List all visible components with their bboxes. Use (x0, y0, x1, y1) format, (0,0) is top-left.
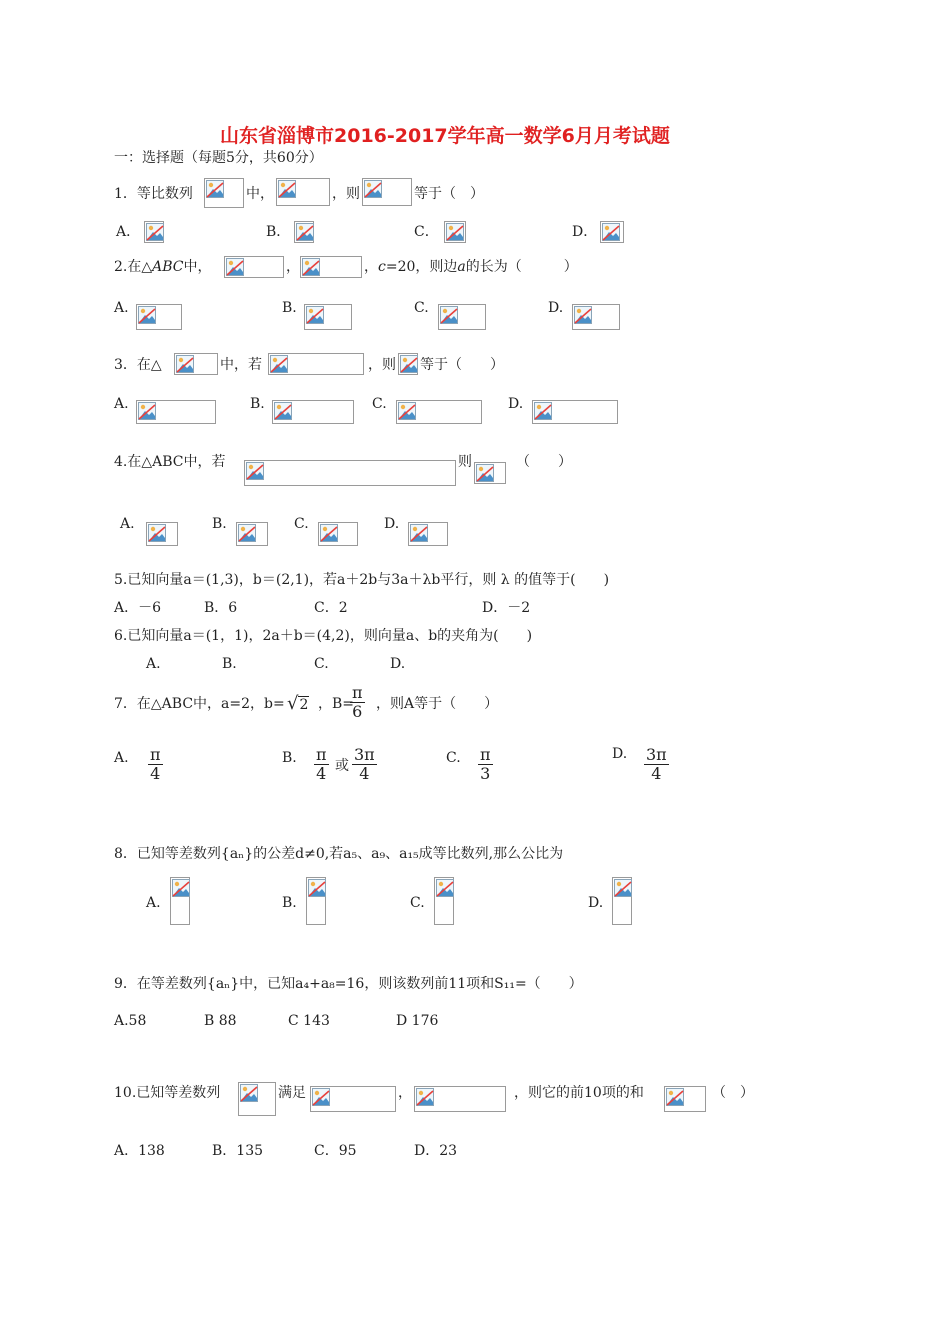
q3-text-c: ，则 (368, 357, 396, 373)
q10-text-d: ，则它的前10项的和 (514, 1085, 644, 1101)
broken-image-icon (226, 258, 244, 276)
q7-sqrt: √2 (287, 693, 309, 714)
q7-option-c: C. (446, 750, 461, 766)
q3-option-b-image (272, 400, 354, 424)
broken-image-icon (138, 306, 156, 324)
broken-image-icon (666, 1088, 684, 1106)
q1-text-d: 等于（ ） (414, 186, 484, 202)
q2-text-a: 2.在△ABC中， (114, 259, 212, 275)
q3-option-d: D. (508, 396, 524, 412)
q5-option-d: D．－2 (482, 600, 531, 616)
broken-image-icon (274, 402, 292, 420)
q2-option-d: D. (548, 300, 564, 316)
q1-option-b-image (294, 221, 314, 243)
q7-option-a: A. (114, 750, 129, 766)
q9-option-a: A.58 (114, 1013, 147, 1029)
q5-text: 5.已知向量a＝(1,3)，b＝(2,1)，若a＋2b与3a＋λb平行，则 λ 的值等于( ) (114, 572, 610, 588)
q6-option-d: D. (390, 656, 406, 672)
broken-image-icon (240, 1084, 258, 1102)
broken-image-icon (446, 223, 464, 241)
q3-formula-image-2 (268, 353, 364, 375)
q2-option-b: B. (282, 300, 297, 316)
q6-text: 6.已知向量a＝(1，1)，2a＋b＝(4,2)，则向量a、b的夹角为( ) (114, 628, 533, 644)
q7-option-d-fraction: $\frac{3\pi}{4}$ (646, 745, 667, 783)
q10-formula-image-2 (310, 1086, 396, 1112)
q7-option-d: D. (612, 746, 628, 762)
q2-text-d: ，c=20，则边a的长为（ ） (364, 259, 578, 275)
q5-option-c: C．2 (314, 600, 348, 616)
q4-option-d: D. (384, 516, 400, 532)
q7-fraction-b: $\frac{\pi}{6}$ (352, 683, 363, 721)
broken-image-icon (364, 180, 382, 198)
q1-option-a-image (144, 221, 164, 243)
broken-image-icon (306, 306, 324, 324)
q6-option-c: C. (314, 656, 329, 672)
q8-option-d: D. (588, 895, 604, 911)
q4-option-b-image (236, 522, 268, 546)
broken-image-icon (476, 464, 494, 482)
broken-image-icon (602, 223, 620, 241)
q7-option-b: B. (282, 750, 297, 766)
q2-option-c-image (438, 304, 486, 330)
q10-formula-image-1 (238, 1082, 276, 1116)
q8-option-c-image (434, 877, 454, 925)
q4-text-b: 则 (458, 454, 472, 470)
q3-option-c-image (396, 400, 482, 424)
q3-option-b: B. (250, 396, 265, 412)
q7-text-d: ，则A等于（ ） (376, 696, 499, 712)
broken-image-icon (534, 402, 552, 420)
broken-image-icon (398, 402, 416, 420)
page-title: 山东省淄博市2016-2017学年高一数学6月月考试题 (220, 125, 670, 147)
broken-image-icon (206, 180, 224, 198)
broken-image-icon (410, 524, 428, 542)
q7-text-a: 7．在△ABC中，a=2，b= (114, 696, 285, 712)
broken-image-icon (138, 402, 156, 420)
q10-text-c: ， (398, 1085, 412, 1101)
q1-text-b: 中， (246, 186, 274, 202)
q8-option-a: A. (146, 895, 161, 911)
q1-formula-image-2 (276, 178, 330, 206)
broken-image-icon (238, 524, 256, 542)
q4-option-b: B. (212, 516, 227, 532)
q1-text-c: ，则 (332, 186, 360, 202)
q9-text: 9．在等差数列{aₙ}中，已知a₄+a₈=16，则该数列前11项和S₁₁=（ ） (114, 976, 583, 992)
broken-image-icon (148, 524, 166, 542)
q3-formula-image-3 (398, 353, 418, 375)
broken-image-icon (302, 258, 320, 276)
q1-option-a: A． (116, 224, 141, 240)
q3-option-c: C. (372, 396, 387, 412)
q3-text-d: 等于（ ） (420, 357, 504, 373)
q4-option-a: A. (120, 516, 135, 532)
q4-text-a: 4.在△ABC中，若 (114, 454, 226, 470)
q1-text-a: 1．等比数列 (114, 186, 193, 202)
q2-option-d-image (572, 304, 620, 330)
q3-formula-image-1 (174, 353, 218, 375)
q10-option-a: A．138 (114, 1143, 165, 1159)
broken-image-icon (440, 306, 458, 324)
q8-text: 8．已知等差数列{aₙ}的公差d≠0,若a₅、a₉、a₁₅成等比数列,那么公比为 (114, 846, 564, 862)
section-heading: 一：选择题（每题5分，共60分） (114, 150, 323, 166)
q7-option-b-or: 或 (335, 758, 349, 774)
q7-text-c: ，B= (318, 696, 355, 712)
q9-option-c: C 143 (288, 1013, 330, 1029)
q1-formula-image-1 (204, 178, 244, 208)
q4-option-a-image (146, 522, 178, 546)
q3-text-b: 中，若 (220, 357, 262, 373)
q10-formula-image-3 (414, 1086, 506, 1112)
q10-formula-image-4 (664, 1086, 706, 1112)
q4-formula-image-2 (474, 462, 506, 484)
broken-image-icon (296, 223, 314, 241)
q1-formula-image-3 (362, 178, 412, 206)
broken-image-icon (416, 1088, 434, 1106)
q4-option-c: C. (294, 516, 309, 532)
broken-image-icon (312, 1088, 330, 1106)
broken-image-icon (146, 223, 164, 241)
q1-option-d-image (600, 221, 624, 243)
q7-option-b-fraction-2: $\frac{3\pi}{4}$ (354, 745, 375, 783)
q7-option-a-fraction: $\frac{\pi}{4}$ (150, 745, 161, 783)
q2-option-a-image (136, 304, 182, 330)
q3-option-d-image (532, 400, 618, 424)
q8-option-a-image (170, 877, 190, 925)
broken-image-icon (614, 879, 632, 897)
q1-option-c: C． (414, 224, 439, 240)
q3-text-a: 3．在△ (114, 357, 162, 373)
q9-option-d: D 176 (396, 1013, 439, 1029)
q6-option-b: B. (222, 656, 237, 672)
broken-image-icon (320, 524, 338, 542)
q3-option-a: A. (114, 396, 129, 412)
q10-option-c: C．95 (314, 1143, 357, 1159)
q7-option-c-fraction: $\frac{\pi}{3}$ (480, 745, 491, 783)
q4-option-d-image (408, 522, 448, 546)
q5-option-a: A．－6 (114, 600, 162, 616)
q3-option-a-image (136, 400, 216, 424)
q5-option-b: B．6 (204, 600, 238, 616)
broken-image-icon (278, 180, 296, 198)
q1-option-b: B． (266, 224, 291, 240)
broken-image-icon (574, 306, 592, 324)
broken-image-icon (400, 355, 418, 373)
q6-option-a: A. (146, 656, 161, 672)
broken-image-icon (246, 462, 264, 480)
q1-option-c-image (444, 221, 466, 243)
q2-text-c: ， (286, 259, 300, 275)
q2-formula-image-2 (300, 256, 362, 278)
q2-option-b-image (304, 304, 352, 330)
q4-option-c-image (318, 522, 358, 546)
q8-option-b: B. (282, 895, 297, 911)
q10-text-a: 10.已知等差数列 (114, 1085, 221, 1101)
broken-image-icon (172, 879, 190, 897)
q10-text-e: （ ） (712, 1085, 754, 1101)
q2-option-c: C. (414, 300, 429, 316)
q9-option-b: B 88 (204, 1013, 237, 1029)
q10-text-b: 满足 (278, 1085, 306, 1101)
q1-option-d: D． (572, 224, 598, 240)
q8-option-b-image (306, 877, 326, 925)
q8-option-c: C. (410, 895, 425, 911)
q10-option-d: D．23 (414, 1143, 458, 1159)
q7-option-b-fraction-1: $\frac{\pi}{4}$ (316, 745, 327, 783)
q8-option-d-image (612, 877, 632, 925)
q4-formula-image-1 (244, 460, 456, 486)
broken-image-icon (176, 355, 194, 373)
broken-image-icon (436, 879, 454, 897)
q2-formula-image-1 (224, 256, 284, 278)
broken-image-icon (270, 355, 288, 373)
q10-option-b: B．135 (212, 1143, 264, 1159)
q4-text-c: （ ） (516, 454, 572, 470)
q2-option-a: A. (114, 300, 129, 316)
broken-image-icon (308, 879, 326, 897)
